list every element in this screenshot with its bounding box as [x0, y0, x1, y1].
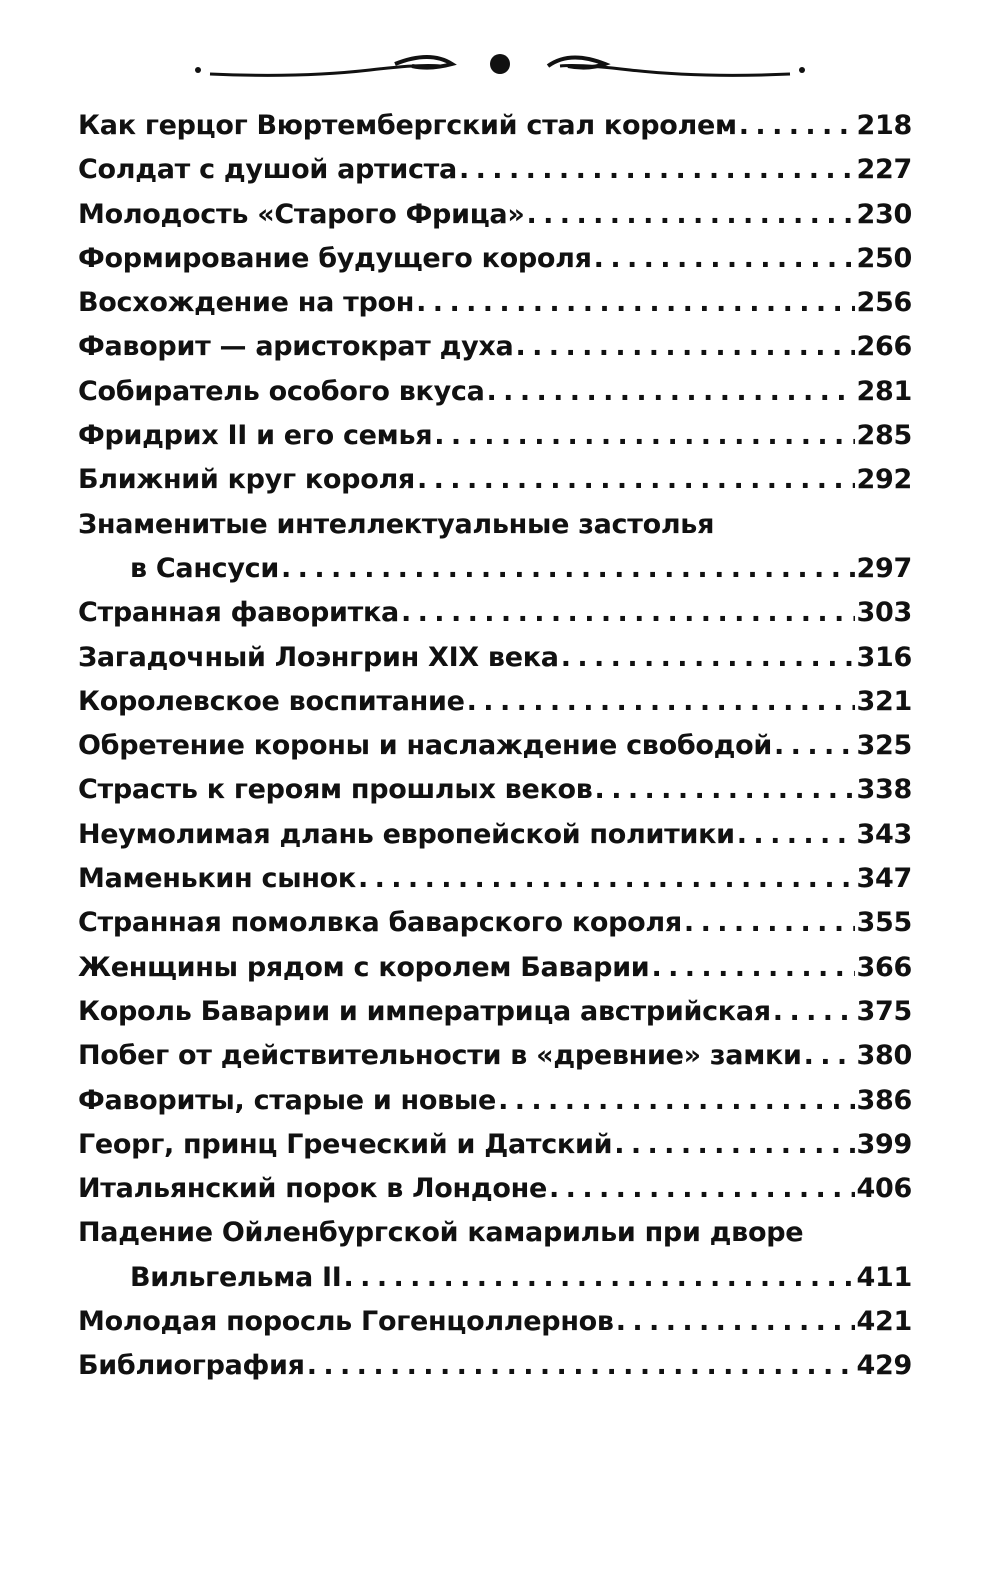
toc-entry-title: Восхождение на трон — [78, 287, 415, 319]
toc-page-number: 421 — [856, 1306, 912, 1338]
toc-entry-title: Королевское воспитание — [78, 685, 465, 717]
toc-page-number: 347 — [856, 863, 912, 895]
dot-leader — [467, 686, 855, 717]
toc-entry-heading — [0, 503, 1000, 547]
toc-page-number: 375 — [856, 995, 912, 1027]
dot-leader — [739, 110, 855, 141]
toc-page-number: 366 — [856, 951, 912, 983]
toc-entry — [0, 591, 1000, 635]
toc-entry-title: Маменькин сынок — [78, 863, 356, 895]
dot-leader — [616, 1306, 855, 1337]
dot-leader — [684, 907, 855, 938]
toc-entry-title: Вильгельма II — [130, 1261, 342, 1293]
toc-entry — [0, 946, 1000, 990]
toc-entry — [0, 768, 1000, 812]
toc-entry-title: Георг, принц Греческий и Датский — [78, 1128, 613, 1160]
toc-page-number: 316 — [856, 641, 912, 673]
toc-entry-title: Итальянский порок в Лондоне — [78, 1173, 548, 1205]
toc-page-number: 227 — [856, 154, 912, 186]
toc-entry-title: Фаворит — аристократ духа — [78, 331, 514, 363]
toc-page-number: 218 — [856, 110, 912, 141]
dot-leader — [561, 642, 855, 673]
toc-entry — [0, 680, 1000, 724]
toc-page-number: 256 — [856, 287, 912, 319]
toc-entry-title: Собиратель особого вкуса — [78, 375, 485, 407]
toc-page-number: 281 — [856, 375, 912, 407]
dot-leader — [737, 819, 855, 850]
toc-page-number: 355 — [856, 907, 912, 939]
toc-page-number: 266 — [856, 331, 912, 363]
toc-entry-title: Женщины рядом с королем Баварии — [78, 951, 650, 983]
dot-leader — [773, 996, 855, 1027]
toc-page-number: 343 — [856, 818, 912, 850]
toc-entry-title: Странная помолвка баварского короля — [78, 907, 682, 939]
toc-entry-title: Загадочный Лоэнгрин XIX века — [78, 641, 559, 673]
toc-page-number: 303 — [856, 597, 912, 629]
toc-entry — [0, 458, 1000, 502]
toc-entry — [0, 1344, 1000, 1388]
toc-entry-title: Знаменитые интеллектуальные застолья — [78, 508, 715, 540]
dot-leader — [307, 1350, 855, 1381]
toc-page-number: 325 — [856, 730, 912, 762]
dot-leader — [614, 1129, 854, 1160]
toc-entry — [0, 414, 1000, 458]
dot-leader — [434, 420, 854, 451]
toc-entry — [0, 325, 1000, 369]
toc-entry-title: Молодая поросль Гогенцоллернов — [78, 1306, 614, 1338]
toc-entry-title: Король Баварии и императрица австрийская — [78, 995, 771, 1027]
toc-entry — [0, 1256, 1000, 1300]
toc-entry-heading — [0, 1211, 1000, 1255]
toc-entry — [0, 547, 1000, 591]
toc-entry-title: Ближний круг короля — [78, 464, 415, 496]
dot-leader — [515, 331, 854, 362]
toc-entry — [0, 1167, 1000, 1211]
toc-entry-title: Неумолимая длань европейской политики — [78, 818, 735, 850]
toc-page-number: 386 — [856, 1084, 912, 1116]
toc-entry-title: Молодость «Старого Фрица» — [78, 198, 525, 230]
toc-entry-title: Страсть к героям прошлых веков — [78, 774, 593, 806]
dot-leader — [417, 464, 855, 495]
toc-entry — [0, 104, 1000, 148]
dot-leader — [595, 774, 855, 805]
dot-leader — [487, 376, 855, 407]
toc-page-number: 292 — [856, 464, 912, 496]
toc-entry — [0, 857, 1000, 901]
toc-entry — [0, 813, 1000, 857]
toc-page-number: 250 — [856, 242, 912, 274]
toc-entry — [0, 636, 1000, 680]
dot-leader — [804, 1040, 855, 1071]
toc-entry-title: Солдат с душой артиста — [78, 154, 457, 186]
toc-entry — [0, 1034, 1000, 1078]
dot-leader — [498, 1085, 854, 1116]
toc-entry — [0, 370, 1000, 414]
toc-page-number: 399 — [856, 1128, 912, 1160]
toc-page-number: 406 — [856, 1173, 912, 1205]
toc-entry — [0, 1079, 1000, 1123]
toc-entry-title: Побег от действительности в «древние» замки — [78, 1040, 802, 1072]
toc-entry — [0, 724, 1000, 768]
ornament-flourish — [190, 40, 810, 100]
dot-leader — [459, 154, 855, 185]
toc-entry — [0, 237, 1000, 281]
dot-leader — [651, 952, 854, 983]
dot-leader — [526, 199, 854, 230]
dot-leader — [774, 730, 855, 761]
toc-entry — [0, 901, 1000, 945]
toc-entry-title: Странная фаворитка — [78, 597, 399, 629]
toc-entry-title: Фридрих II и его семья — [78, 420, 433, 452]
toc-page-number: 411 — [856, 1261, 912, 1293]
dot-leader — [281, 553, 855, 584]
toc-page-number: 297 — [856, 552, 912, 584]
dot-leader — [344, 1262, 855, 1293]
toc-page-number: 285 — [856, 420, 912, 452]
toc-entry — [0, 990, 1000, 1034]
toc-entry-title: Обретение короны и наслаждение свободой — [78, 730, 772, 762]
toc-entry-title: Падение Ойленбургской камарильи при дворе — [78, 1217, 804, 1249]
dot-leader — [401, 597, 855, 628]
dot-leader — [416, 287, 854, 318]
toc-page-number: 429 — [856, 1350, 912, 1382]
toc-entry — [0, 281, 1000, 325]
toc-entry-title: Как герцог Вюртембергский стал королем — [78, 110, 737, 141]
toc-page-number: 230 — [856, 198, 912, 230]
toc-entry-title: Фавориты, старые и новые — [78, 1084, 497, 1116]
toc-entry — [0, 193, 1000, 237]
toc-entry-title: Библиография — [78, 1350, 305, 1382]
toc-entry-title: в Сансуси — [130, 552, 280, 584]
toc-entry-title: Формирование будущего короля — [78, 242, 592, 274]
toc-entry — [0, 1123, 1000, 1167]
toc-page-number: 380 — [856, 1040, 912, 1072]
toc-entry — [0, 1300, 1000, 1344]
toc-page-number: 321 — [856, 685, 912, 717]
dot-leader — [358, 863, 855, 894]
dot-leader — [549, 1173, 855, 1204]
toc-entry — [0, 148, 1000, 192]
table-of-contents — [0, 104, 1000, 1389]
dot-leader — [594, 243, 855, 274]
toc-page-number: 338 — [856, 774, 912, 806]
